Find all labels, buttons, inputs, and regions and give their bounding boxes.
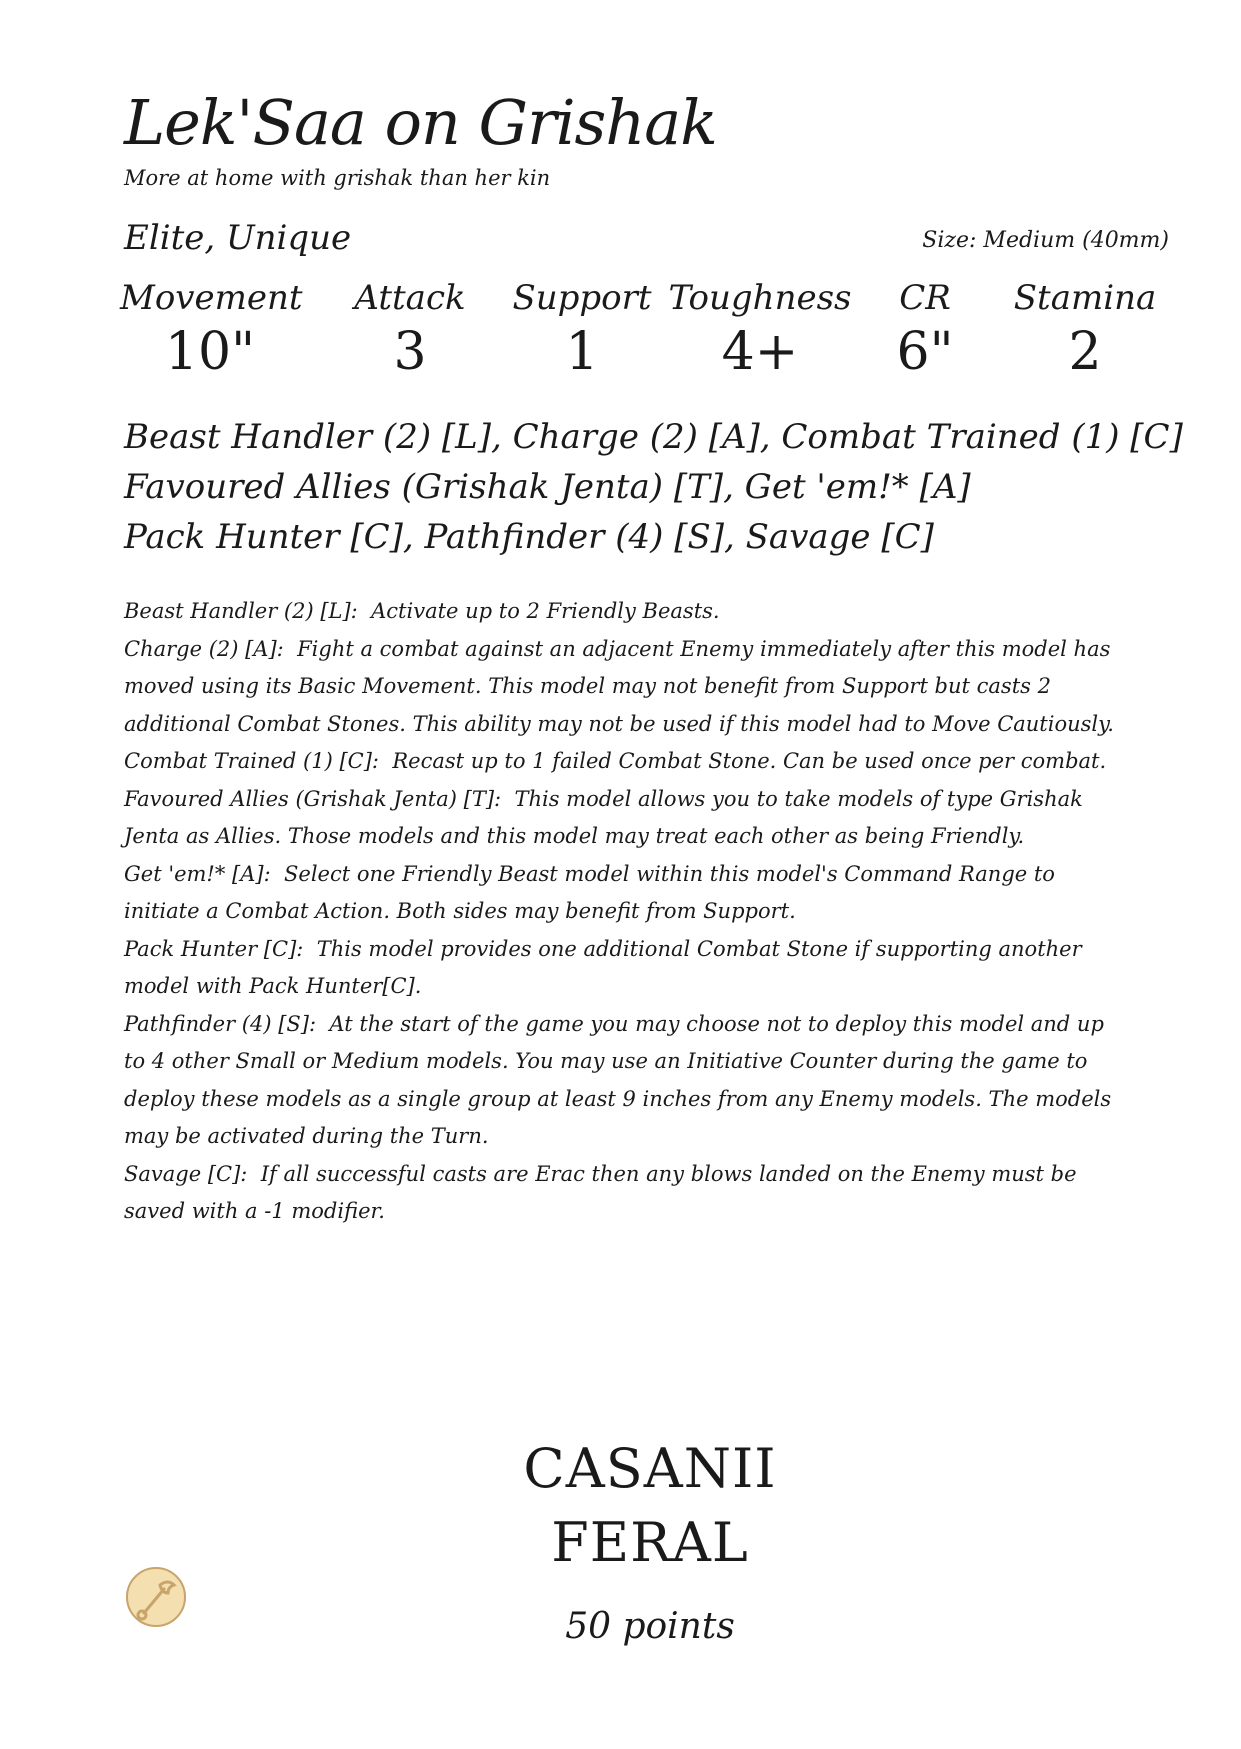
stat-value: 3	[393, 322, 427, 382]
stat-attack	[320, 278, 500, 382]
rule-entry	[124, 856, 1124, 931]
rule-entry	[124, 1156, 1124, 1231]
rules-text	[124, 593, 1124, 1231]
rule-name: Favoured Allies (Grishak Jenta) [T]:	[124, 786, 502, 811]
rule-text: Fight a combat against an adjacent Enemy immediately after this model has moved using its Basic Movement. This model may not benefit from Support but casts 2 additional Combat Stones. This ability may not be used if this model had to Move Cautiously.	[124, 636, 1114, 736]
stat-stamina	[1000, 278, 1170, 382]
rule-text: Activate up to 2 Friendly Beasts.	[371, 599, 720, 623]
stat-label: Stamina	[1013, 278, 1157, 318]
stat-value: 4+	[721, 322, 799, 382]
rule-text: If all successful casts are Erac then any blows landed on the Enemy must be saved with a -1 modifier.	[124, 1161, 1077, 1223]
ability-summary-line: Favoured Allies (Grishak Jenta) [T], Get 'em!* [A]	[124, 467, 971, 507]
stat-label: Support	[512, 278, 652, 318]
rule-name: Pack Hunter [C]:	[124, 936, 304, 961]
ability-summary	[124, 412, 1183, 562]
rule-entry	[124, 1006, 1124, 1156]
stat-label: Movement	[120, 278, 303, 318]
rule-text: This model provides one additional Combat Stone if supporting another model with Pack Hunter[C].	[124, 936, 1082, 998]
stat-value: 1	[565, 322, 599, 382]
stat-label: Attack	[354, 278, 466, 318]
stat-value: 6"	[896, 322, 954, 382]
rule-text: This model allows you to take models of type Grishak Jenta as Allies. Those models and this model may treat each other as being Friendly.	[124, 786, 1083, 848]
rule-entry	[124, 631, 1124, 744]
unit-size: Size: Medium (40mm)	[922, 228, 1169, 253]
unit-subtitle: More at home with grishak than her kin	[124, 166, 551, 190]
stat-support	[492, 278, 672, 382]
stat-label: Toughness	[668, 278, 852, 318]
stat-value: 10"	[164, 322, 256, 382]
points-cost: 50 points	[565, 1606, 735, 1647]
stat-value: 2	[1068, 322, 1102, 382]
stat-movement	[120, 278, 303, 382]
faction-name: CASANII	[523, 1437, 777, 1500]
rule-text: At the start of the game you may choose not to deploy this model and up to 4 other Small or Medium models. You may use an Initiative Counter during the game to deploy these models as a single group at least 9 inches from any Enemy models. The models may be activated during the Turn.	[124, 1011, 1112, 1148]
faction-subname: FERAL	[551, 1511, 749, 1574]
rule-entry	[124, 781, 1124, 856]
stat-cr	[850, 278, 1000, 382]
rule-name: Savage [C]:	[124, 1161, 248, 1186]
rule-entry	[124, 931, 1124, 1006]
rule-name: Beast Handler (2) [L]:	[124, 599, 358, 623]
faction-emblem-icon	[124, 1565, 188, 1629]
rule-name: Get 'em!* [A]:	[124, 861, 271, 886]
stat-label: CR	[899, 278, 951, 318]
rule-text: Recast up to 1 failed Combat Stone. Can be used once per combat.	[392, 749, 1107, 773]
stat-line	[120, 278, 1170, 388]
ability-summary-line: Pack Hunter [C], Pathfinder (4) [S], Savage [C]	[124, 517, 934, 557]
faction-block	[390, 1432, 910, 1647]
rule-name: Charge (2) [A]:	[124, 636, 284, 661]
rule-text: Select one Friendly Beast model within this model's Command Range to initiate a Combat Action. Both sides may benefit from Support.	[124, 861, 1055, 923]
stat-toughness	[660, 278, 860, 382]
ability-summary-line: Beast Handler (2) [L], Charge (2) [A], Combat Trained (1) [C]	[124, 417, 1183, 457]
rule-name: Combat Trained (1) [C]:	[124, 749, 380, 773]
unit-title: Lek'Saa on Grishak	[124, 86, 717, 159]
unit-rank: Elite, Unique	[124, 218, 352, 258]
rule-entry	[124, 593, 1124, 631]
rule-name: Pathfinder (4) [S]:	[124, 1011, 317, 1036]
rule-entry	[124, 743, 1124, 781]
